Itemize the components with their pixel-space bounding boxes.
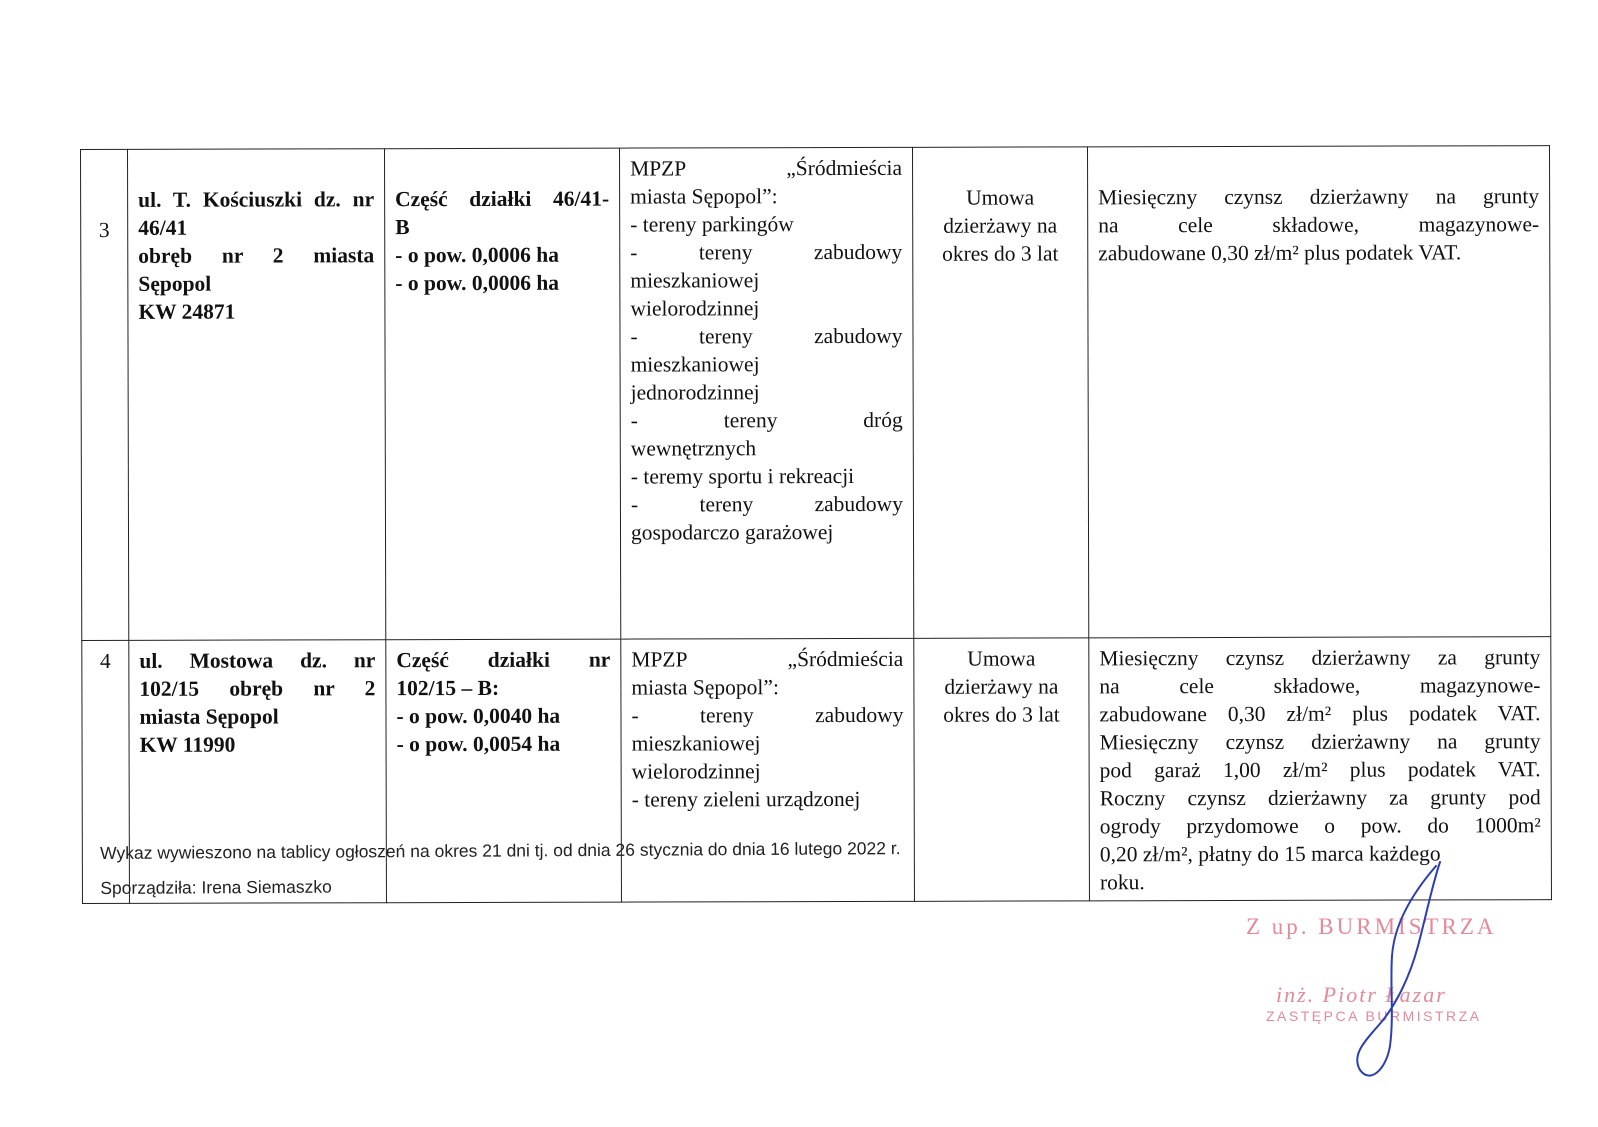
- lease-table: [80, 145, 1552, 904]
- lease-form: Umowa dzierżawy na okres do 3 lat: [914, 638, 1090, 901]
- rent-terms: Miesięczny czynsz dzierżawny za grunty na cele składowe, magazynowe- zabudowane 0,30 zł/m² plus podatek VAT. Miesięczny czynsz dzierżawny na grunty pod garaż 1,00 zł/m² plus podatek VAT. Roczny czynsz dzierżawny za grunty pod ogrody przydomowe o pow. do 1000m² 0,20 zł/m², płatny do 15 marca każdego roku.: [1089, 637, 1552, 901]
- plot-location: ul. T. Kościuszki dz. nr 46/41 obręb nr 2 miasta Sępopol KW 24871: [128, 149, 386, 641]
- zoning-plan: MPZP „Śródmieścia miasta Sępopol”: - tereny parkingów - tereny zabudowy mieszkaniowej wielorodzinnej - tereny zabudowy mieszkaniowej jednorodzinnej - tereny dróg wewnętrznych - teremy sportu i rekreacji - tereny zabudowy gospodarczo garażowej: [619, 147, 913, 639]
- plot-location: ul. Mostowa dz. nr 102/15 obręb nr 2 miasta Sępopol KW 11990: [129, 640, 387, 904]
- prepared-by: Sporządziła: Irena Siemaszko: [100, 876, 332, 898]
- stamp-line-authority: Z up. BURMISTRZA: [1246, 914, 1497, 939]
- stamp-line-name: inż. Piotr Łazar: [1276, 982, 1447, 1007]
- stamp-line-role: ZASTĘPCA BURMISTRZA: [1266, 1008, 1482, 1024]
- plot-part: Część działki nr 102/15 – B: - o pow. 0,0040 ha - o pow. 0,0054 ha: [386, 639, 622, 903]
- handwritten-signature: [1340, 856, 1450, 1086]
- row-number: 3: [81, 149, 129, 640]
- rent-terms: Miesięczny czynsz dzierżawny na grunty na cele składowe, magazynowe- zabudowane 0,30 zł/m² plus podatek VAT.: [1087, 146, 1550, 638]
- plot-part: Część działki 46/41- B - o pow. 0,0006 ha - o pow. 0,0006 ha: [385, 148, 621, 640]
- zoning-plan: MPZP „Śródmieścia miasta Sępopol”: - tereny zabudowy mieszkaniowej wielorodzinnej - tereny zieleni urządzonej: [621, 638, 915, 902]
- footer: [100, 831, 901, 906]
- lease-form: Umowa dzierżawy na okres do 3 lat: [912, 147, 1088, 638]
- posting-notice: Wykaz wywieszono na tablicy ogłoszeń na okres 21 dni tj. od dnia 26 stycznia do dnia 16 lutego 2022 r.: [100, 838, 901, 863]
- table-row: [81, 146, 1551, 641]
- signature-stroke: [1357, 862, 1440, 1076]
- row-number: 4: [82, 640, 130, 903]
